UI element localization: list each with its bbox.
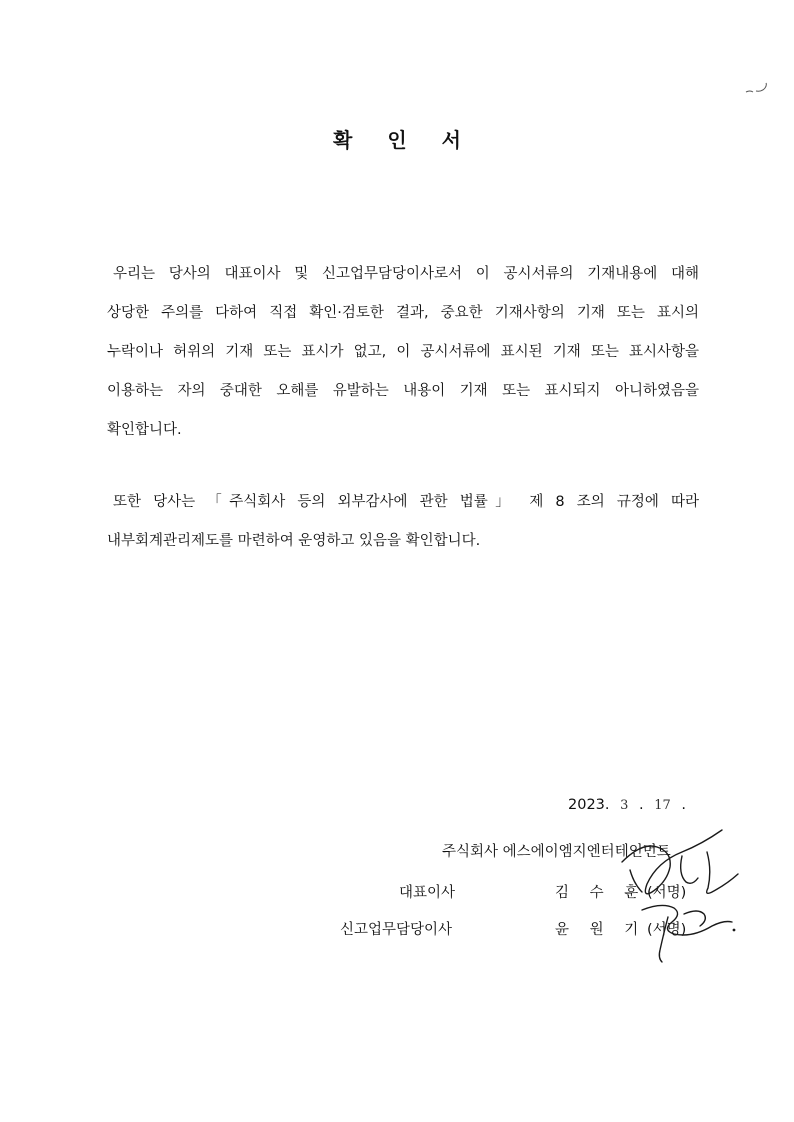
- signature-label: (서명): [647, 885, 687, 901]
- paragraph-line: 확인합니다.: [107, 422, 182, 438]
- date-day: 17: [654, 798, 671, 813]
- date-year: 2023.: [568, 797, 610, 813]
- signer-name: 김 수 훈: [555, 885, 647, 901]
- date-month: 3: [620, 798, 629, 813]
- company-name: 주식회사 에스에이엠지엔터테인먼트: [442, 844, 671, 860]
- paragraph-line: 내부회계관리제도를 마련하여 운영하고 있음을 확인합니다.: [107, 533, 481, 549]
- paragraph-line: 우리는 당사의 대표이사 및 신고업무담당이사로서 이 공시서류의 기재내용에 대해: [113, 266, 699, 282]
- paragraph-line: 또한 당사는 「주식회사 등의 외부감사에 관한 법률」 제 8 조의 규정에 따라: [113, 494, 699, 510]
- date-end: .: [681, 797, 686, 813]
- date-separator: .: [639, 797, 644, 813]
- confirmation-paragraph-2: [107, 483, 699, 561]
- confirmation-paragraph-1: [107, 255, 699, 450]
- page-title: 확 인 서: [333, 128, 475, 152]
- handwritten-signature: [612, 822, 752, 972]
- signer-role: 신고업무담당이사: [340, 922, 453, 938]
- signer-name: 윤 원 기: [555, 922, 647, 938]
- corner-mark: [744, 80, 770, 96]
- signer-role: 대표이사: [399, 885, 456, 901]
- paragraph-line: 상당한 주의를 다하여 직접 확인·검토한 결과, 중요한 기재사항의 기재 또는 표시의: [107, 305, 699, 321]
- paragraph-line: 이용하는 자의 중대한 오해를 유발하는 내용이 기재 또는 표시되지 아니하였음을: [107, 383, 699, 399]
- paragraph-line: 누락이나 허위의 기재 또는 표시가 없고, 이 공시서류에 표시된 기재 또는 표시사항을: [107, 344, 699, 360]
- signature-label: (서명): [647, 922, 687, 938]
- document-date: [568, 797, 686, 813]
